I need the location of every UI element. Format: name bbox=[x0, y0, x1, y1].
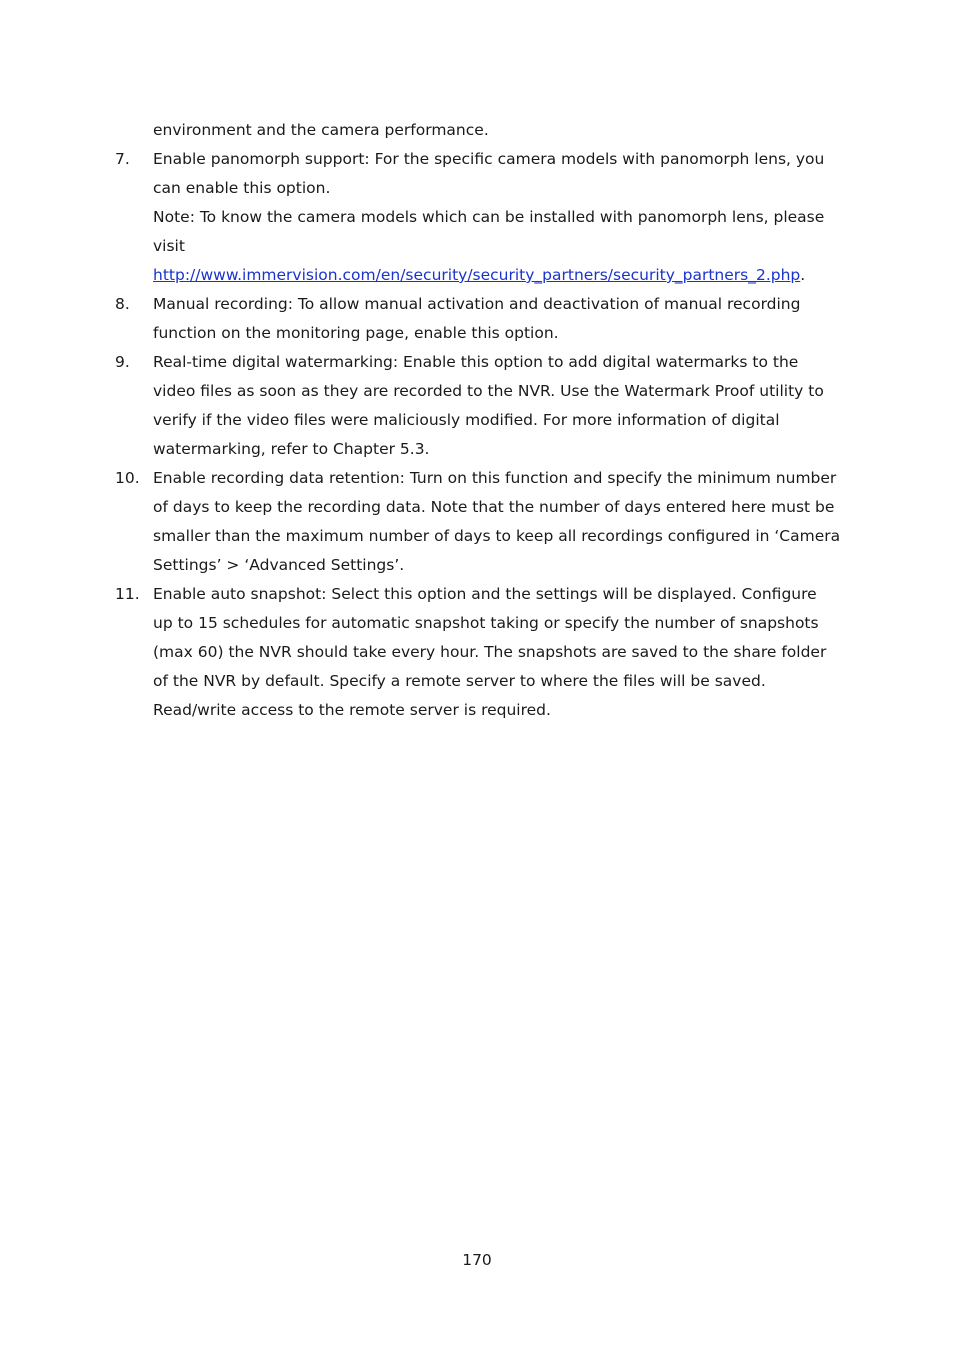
intro-continuation: environment and the camera performance. bbox=[153, 121, 489, 139]
page-number: 170 bbox=[462, 1251, 492, 1269]
list-item-10 bbox=[115, 464, 841, 580]
list-item-7 bbox=[115, 145, 841, 290]
item-body bbox=[153, 145, 841, 290]
item-text: Enable recording data retention: Turn on this function and specify the minimum number of days to keep the recording data. Note that the number of days entered here must be smaller than the maximum number of days to keep all recordings configured in ‘Camera Settings’ > ‘Advanced Settings’. bbox=[153, 469, 841, 574]
item-number: 9. bbox=[115, 353, 130, 371]
item-note: Note: To know the camera models which can be installed with panomorph lens, please visit bbox=[153, 208, 825, 255]
list-item-8 bbox=[115, 290, 841, 348]
item-number: 7. bbox=[115, 150, 130, 168]
item-link-line bbox=[153, 261, 841, 290]
list-item-9 bbox=[115, 348, 841, 464]
document-body bbox=[115, 116, 841, 725]
item-number: 8. bbox=[115, 295, 130, 313]
link-suffix: . bbox=[800, 266, 806, 284]
list-item-11 bbox=[115, 580, 841, 725]
item-text: Enable panomorph support: For the specific camera models with panomorph lens, you can enable this option. bbox=[153, 150, 825, 197]
item-text: Enable auto snapshot: Select this option and the settings will be displayed. Configure up to 15 schedules for automatic snapshot taking or specify the number of snapshots (max 60) the NVR should take every hour. The snapshots are saved to the share folder of the NVR by default. Specify a remote server to where the files will be saved. Read/write access to the remote server is required. bbox=[153, 585, 827, 719]
immervision-link[interactable]: http://www.immervision.com/en/security/security_partners/security_partners_2.php bbox=[153, 266, 801, 284]
item-text: Manual recording: To allow manual activation and deactivation of manual recording function on the monitoring page, enable this option. bbox=[153, 295, 801, 342]
item-number: 10. bbox=[115, 469, 140, 487]
item-number: 11. bbox=[115, 585, 140, 603]
item-text: Real-time digital watermarking: Enable this option to add digital watermarks to the video files as soon as they are recorded to the NVR. Use the Watermark Proof utility to verify if the video files were maliciously modified. For more information of digital watermarking, refer to Chapter 5.3. bbox=[153, 353, 824, 458]
